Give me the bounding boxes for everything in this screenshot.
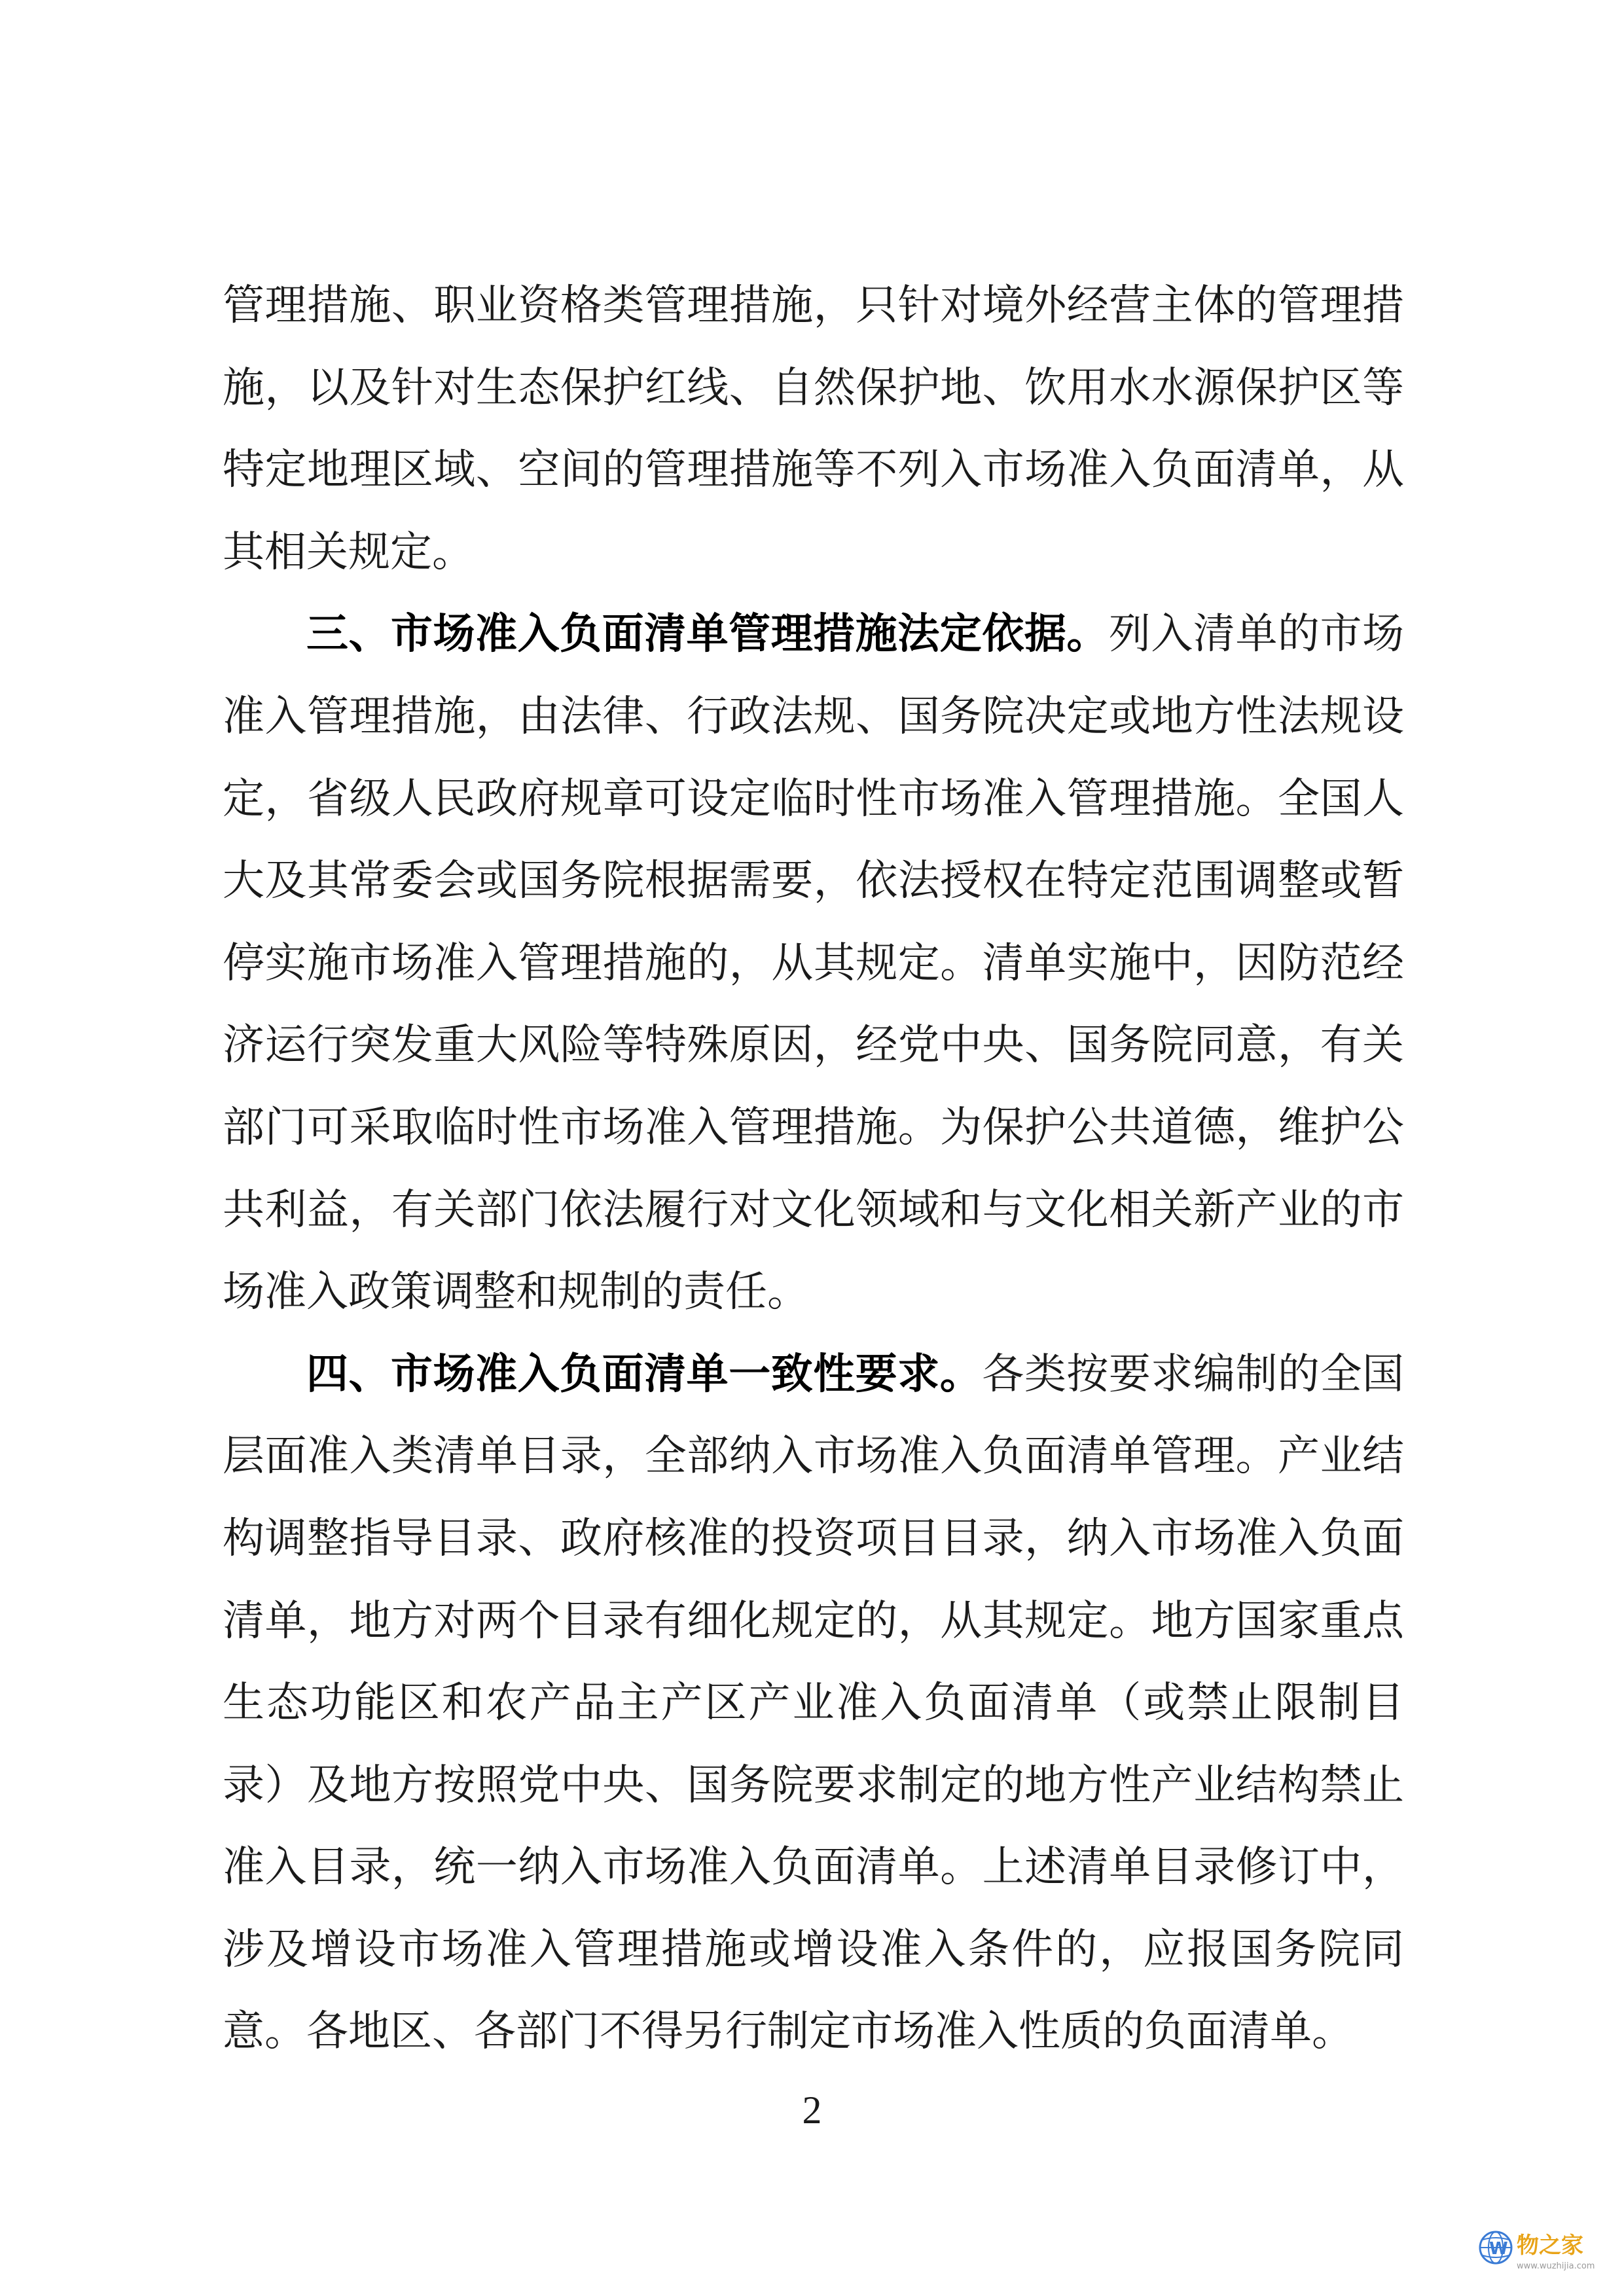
- document-body: [223, 265, 1404, 2073]
- section-heading-4: 四、市场准入负面清单一致性要求。: [306, 1350, 983, 1399]
- watermark-logo: [1476, 2221, 1600, 2278]
- paragraph-consistency: [223, 1334, 1404, 2073]
- paragraph-continuation: [223, 265, 1404, 594]
- paragraph-text: 列入清单的市场准入管理措施，由法律、行政法规、国务院决定或地方性法规设定，省级人民政府规章可设定临时性市场准入管理措施。全国人大及其常委会或国务院根据需要，依法授权在特定范围调整或暂停实施市场准入管理措施的，从其规定。清单实施中，因防范经济运行突发重大风险等特殊原因，经党中央、国务院同意，有关部门可采取临时性市场准入管理措施。为保护公共道德，维护公共利益，有关部门依法履行对文化领域和与文化相关新产业的市场准入政策调整和规制的责任。: [223, 610, 1405, 1317]
- globe-logo-icon: [1480, 2232, 1511, 2263]
- paragraph-text: 各类按要求编制的全国层面准入类清单目录，全部纳入市场准入负面清单管理。产业结构调整指导目录、政府核准的投资项目目录，纳入市场准入负面清单，地方对两个目录有细化规定的，从其规定。地方国家重点生态功能区和农产品主产区产业准入负面清单（或禁止限制目录）及地方按照党中央、国务院要求制定的地方性产业结构禁止准入目录，统一纳入市场准入负面清单。上述清单目录修订中，涉及增设市场准入管理措施或增设准入条件的，应报国务院同意。各地区、各部门不得另行制定市场准入性质的负面清单。: [223, 1350, 1405, 2056]
- paragraph-text: 管理措施、职业资格类管理措施，只针对境外经营主体的管理措施，以及针对生态保护红线、自然保护地、饮用水水源保护区等特定地理区域、空间的管理措施等不列入市场准入负面清单，从其相关规定。: [223, 281, 1404, 577]
- section-heading-3: 三、市场准入负面清单管理措施法定依据。: [306, 610, 1109, 659]
- watermark-brand: 物之家: [1517, 2233, 1583, 2259]
- watermark-site: www.wuzhijia.com: [1517, 2261, 1595, 2271]
- page-number: 2: [802, 2089, 822, 2132]
- svg-text:W: W: [1489, 2239, 1508, 2259]
- paragraph-legal-basis: [223, 594, 1404, 1333]
